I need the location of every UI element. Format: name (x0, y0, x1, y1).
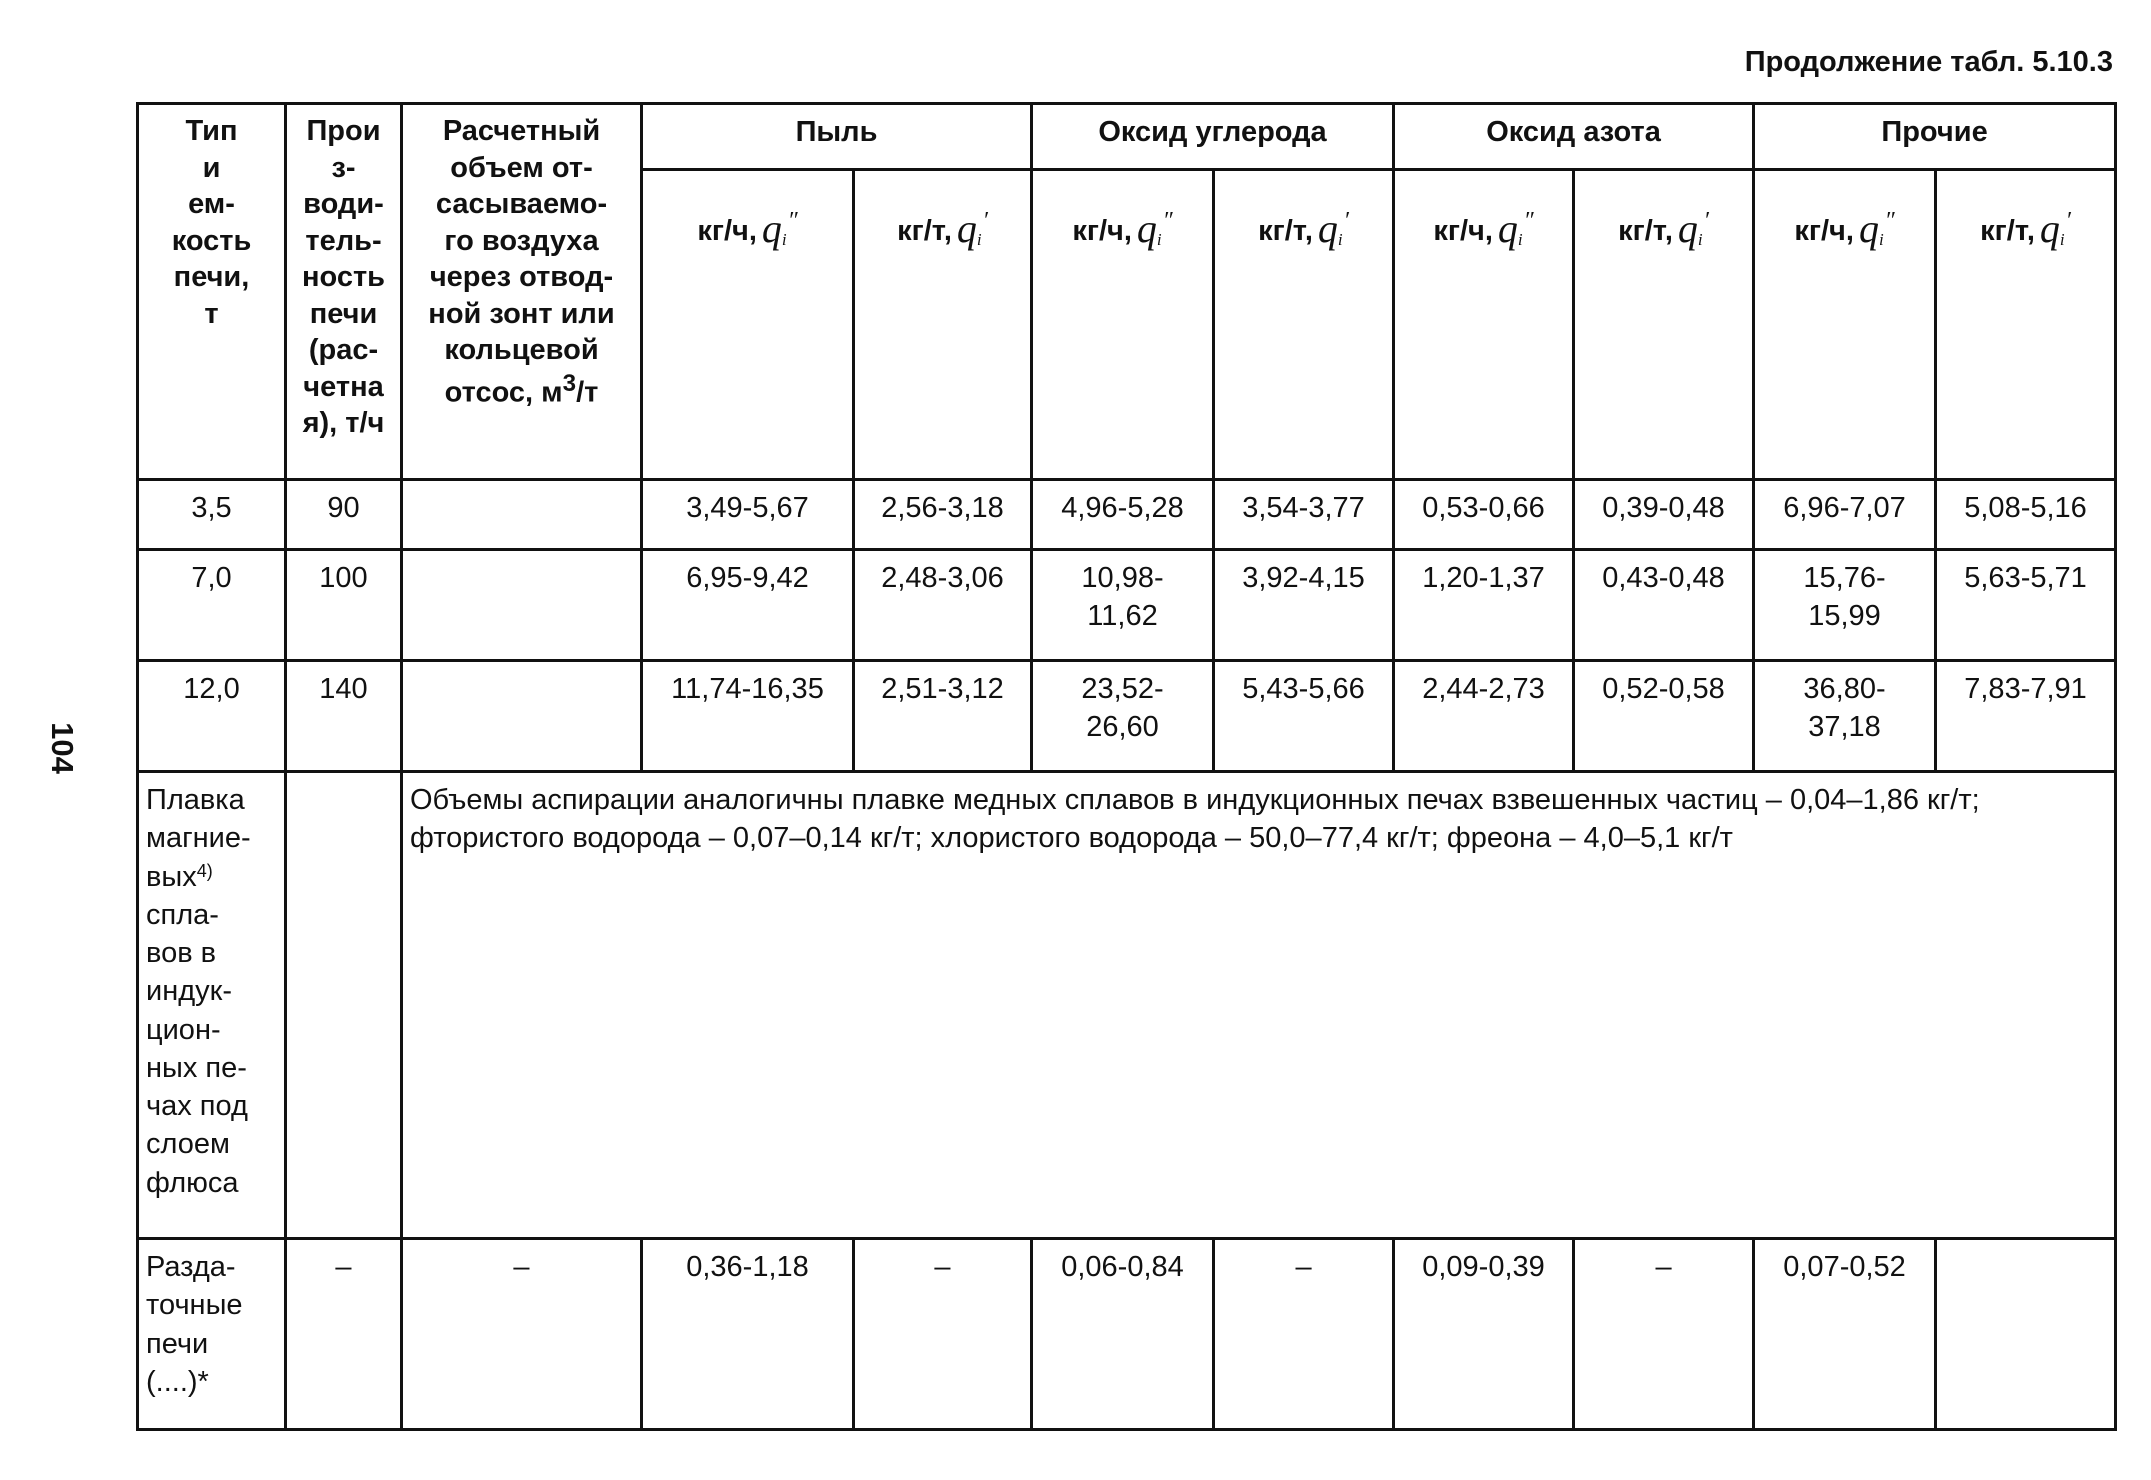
table-row (138, 772, 2116, 1239)
emission-symbol: $q_i'$ (1317, 206, 1349, 251)
unit-header-hourly (1754, 170, 1936, 480)
cell-other-specific (1936, 1239, 2116, 1430)
unit-label: кг/т, (1980, 215, 2035, 247)
cell-nitrogen-oxide-hourly: 0,09-0,39 (1394, 1239, 1574, 1430)
emission-symbol: $q_i'$ (2039, 206, 2071, 251)
cell-other-hourly: 6,96-7,07 (1754, 480, 1936, 550)
cell-carbon-oxide-hourly: 10,98- 11,62 (1032, 550, 1214, 661)
cell-dust-hourly: 0,36-1,18 (642, 1239, 854, 1430)
cell-dust-hourly: 6,95-9,42 (642, 550, 854, 661)
cell-nitrogen-oxide-hourly: 0,53-0,66 (1394, 480, 1574, 550)
cell-carbon-oxide-specific: 3,54-3,77 (1214, 480, 1394, 550)
unit-header-specific (1214, 170, 1394, 480)
cell-type: Разда- точные печи (....)* (138, 1239, 286, 1430)
header-air-volume-end: /т (576, 376, 599, 409)
cell-productivity (286, 772, 402, 1239)
unit-label: кг/ч, (697, 215, 757, 247)
cell-carbon-oxide-specific: 3,92-4,15 (1214, 550, 1394, 661)
cell-nitrogen-oxide-specific: – (1574, 1239, 1754, 1430)
cell-dust-hourly: 3,49-5,67 (642, 480, 854, 550)
table-caption: Продолжение табл. 5.10.3 (1744, 46, 2113, 78)
cell-other-specific: 5,08-5,16 (1936, 480, 2116, 550)
cell-other-hourly: 0,07-0,52 (1754, 1239, 1936, 1430)
cell-nitrogen-oxide-hourly: 2,44-2,73 (1394, 661, 1574, 772)
unit-label: кг/т, (897, 215, 952, 247)
header-group-other: Прочие (1754, 104, 2116, 170)
header-type-capacity: Тип и ем- кость печи, т (138, 104, 286, 480)
cell-dust-specific: 2,48-3,06 (854, 550, 1032, 661)
cell-type: 12,0 (138, 661, 286, 772)
cell-nitrogen-oxide-specific: 0,39-0,48 (1574, 480, 1754, 550)
unit-header-hourly (1032, 170, 1214, 480)
cell-type-text: Плавка магние- вых (146, 784, 251, 893)
cell-air-volume: – (402, 1239, 642, 1430)
cell-carbon-oxide-hourly: 0,06-0,84 (1032, 1239, 1214, 1430)
cell-carbon-oxide-specific: – (1214, 1239, 1394, 1430)
emission-symbol: $q_i''$ (1497, 206, 1534, 251)
cell-carbon-oxide-specific: 5,43-5,66 (1214, 661, 1394, 772)
cell-air-volume (402, 550, 642, 661)
emission-symbol: $q_i''$ (1136, 206, 1173, 251)
cell-other-hourly: 15,76- 15,99 (1754, 550, 1936, 661)
cell-productivity: 100 (286, 550, 402, 661)
unit-label: кг/ч, (1072, 215, 1132, 247)
cell-type-text-end: спла- вов в индук- цион- ных пе- чах под слоем флюса (146, 898, 248, 1199)
cell-dust-specific: 2,56-3,18 (854, 480, 1032, 550)
header-air-volume-sup: 3 (562, 369, 577, 397)
cell-nitrogen-oxide-hourly: 1,20-1,37 (1394, 550, 1574, 661)
header-group-nitrogen-oxide: Оксид азота (1394, 104, 1754, 170)
unit-label: кг/ч, (1794, 215, 1854, 247)
header-row-groups (138, 104, 2116, 170)
cell-aspiration-note: Объемы аспирации аналогичны плавке медных сплавов в индукционных печах взвешенных частиц – 0,04–1,86 кг/т; фтористого водорода – 0,07–0,14 кг/т; хлористого водорода – 50,0–77,4 кг/т; фреона – 4,0–5,1 кг/т (402, 772, 2116, 1239)
cell-carbon-oxide-hourly: 23,52- 26,60 (1032, 661, 1214, 772)
page-number-text: 104 (45, 722, 81, 774)
table-row (138, 661, 2116, 772)
unit-header-specific (1936, 170, 2116, 480)
cell-type: 7,0 (138, 550, 286, 661)
unit-label: кг/т, (1258, 215, 1313, 247)
cell-productivity: – (286, 1239, 402, 1430)
table-row (138, 1239, 2116, 1430)
cell-nitrogen-oxide-specific: 0,43-0,48 (1574, 550, 1754, 661)
table-row (138, 480, 2116, 550)
header-productivity: Прои з- води- тель- ность печи (рас- четна я), т/ч (286, 104, 402, 480)
cell-dust-specific: 2,51-3,12 (854, 661, 1032, 772)
cell-dust-specific: – (854, 1239, 1032, 1430)
unit-header-hourly (642, 170, 854, 480)
header-group-dust: Пыль (642, 104, 1032, 170)
emission-symbol: $q_i'$ (1677, 206, 1709, 251)
cell-air-volume (402, 661, 642, 772)
header-air-volume-text: Расчетный объем от- сасываемо- го воздуха через отвод- ной зонт или кольцевой отсос, м (428, 115, 615, 409)
cell-productivity: 140 (286, 661, 402, 772)
cell-dust-hourly: 11,74-16,35 (642, 661, 854, 772)
cell-type: 3,5 (138, 480, 286, 550)
unit-header-specific (1574, 170, 1754, 480)
unit-label: кг/т, (1618, 215, 1673, 247)
footnote-marker: 4) (196, 860, 213, 881)
cell-nitrogen-oxide-specific: 0,52-0,58 (1574, 661, 1754, 772)
cell-other-specific: 5,63-5,71 (1936, 550, 2116, 661)
emissions-table (136, 102, 2117, 1431)
emission-symbol: $q_i'$ (956, 206, 988, 251)
cell-air-volume (402, 480, 642, 550)
emission-symbol: $q_i''$ (1858, 206, 1895, 251)
unit-label: кг/ч, (1433, 215, 1493, 247)
cell-productivity: 90 (286, 480, 402, 550)
header-group-carbon-oxide: Оксид углерода (1032, 104, 1394, 170)
unit-header-specific (854, 170, 1032, 480)
cell-other-specific: 7,83-7,91 (1936, 661, 2116, 772)
unit-header-hourly (1394, 170, 1574, 480)
header-air-volume (402, 104, 642, 480)
cell-carbon-oxide-hourly: 4,96-5,28 (1032, 480, 1214, 550)
cell-other-hourly: 36,80- 37,18 (1754, 661, 1936, 772)
table-row (138, 550, 2116, 661)
emission-symbol: $q_i''$ (761, 206, 798, 251)
cell-type (138, 772, 286, 1239)
page-number (40, 708, 84, 788)
